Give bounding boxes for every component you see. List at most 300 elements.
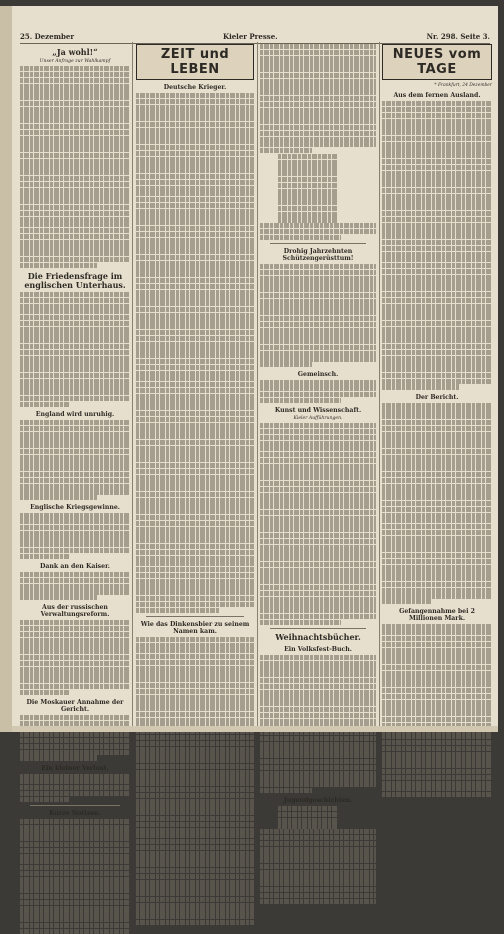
text-line	[260, 881, 376, 886]
text-line	[382, 124, 492, 129]
text-line	[20, 484, 130, 489]
text-line	[136, 637, 254, 642]
text-line	[260, 102, 376, 107]
text-line	[278, 818, 337, 823]
text-line	[20, 779, 130, 784]
text-line	[260, 113, 376, 118]
text-line	[20, 315, 130, 320]
text-line	[20, 848, 130, 853]
text-line	[278, 160, 337, 165]
text-line	[260, 345, 376, 350]
text-line	[136, 538, 254, 543]
text-line	[260, 380, 376, 385]
article-heading: Aus der russischen Verwaltungsreform.	[40, 604, 110, 619]
text-line	[136, 503, 254, 508]
text-line	[382, 350, 492, 355]
text-line	[20, 830, 130, 835]
text-line	[278, 806, 337, 811]
text-line	[260, 293, 376, 298]
text-line	[382, 642, 492, 647]
article-heading: Gefangennahme bei 2 Millionen Mark.	[399, 608, 475, 623]
text-line	[382, 599, 432, 604]
text-line	[260, 620, 341, 625]
text-line	[136, 822, 254, 827]
text-line	[136, 735, 254, 740]
text-line	[260, 847, 376, 852]
page-bottom-edge	[12, 726, 498, 732]
text-line	[260, 392, 376, 397]
text-line	[382, 653, 492, 658]
text-line	[136, 793, 254, 798]
text-line	[20, 124, 130, 129]
text-line	[278, 154, 337, 159]
text-line	[260, 579, 376, 584]
text-line	[260, 521, 376, 526]
article-heading: Aus dem fernen Ausland.	[393, 92, 481, 100]
text-line	[136, 318, 254, 323]
text-line	[136, 874, 254, 879]
text-line	[382, 304, 492, 309]
text-line	[382, 705, 492, 710]
text-line	[136, 133, 254, 138]
text-line	[382, 495, 492, 500]
text-line	[382, 171, 492, 176]
text-line	[136, 608, 219, 613]
text-line	[382, 384, 459, 389]
text-line	[382, 507, 492, 512]
text-line	[20, 466, 130, 471]
article-heading: Gemeinsch.	[297, 371, 339, 379]
text-line	[20, 854, 130, 859]
text-line	[20, 842, 130, 847]
text-line	[20, 819, 130, 824]
text-line	[20, 894, 130, 899]
text-line	[260, 386, 376, 391]
text-line	[136, 706, 254, 711]
text-line	[260, 753, 376, 758]
text-line	[260, 539, 376, 544]
text-line	[20, 785, 130, 790]
text-line	[382, 373, 492, 378]
text-line	[260, 701, 376, 706]
masthead-neues-vom-tage: NEUES vom TAGE	[382, 44, 492, 80]
text-line	[20, 643, 130, 648]
text-line	[260, 316, 376, 321]
text-line	[20, 164, 130, 169]
text-line	[260, 108, 376, 113]
text-line	[260, 469, 376, 474]
text-line	[20, 78, 130, 83]
text-line	[136, 515, 254, 520]
text-line	[20, 95, 130, 100]
text-line	[382, 217, 492, 222]
text-line	[382, 199, 492, 204]
article-heading: Dank an den Kaiser.	[40, 562, 110, 570]
text-line	[20, 89, 130, 94]
text-line	[20, 390, 130, 395]
text-line	[136, 816, 254, 821]
text-line	[260, 893, 376, 898]
text-line	[20, 774, 130, 779]
text-line	[20, 141, 130, 146]
text-line	[260, 887, 376, 892]
text-line	[136, 573, 254, 578]
text-line	[136, 162, 254, 167]
text-line	[382, 379, 492, 384]
text-line	[20, 791, 130, 796]
text-line	[382, 119, 492, 124]
text-line	[20, 917, 130, 922]
text-line	[20, 344, 130, 349]
text-line	[382, 734, 492, 739]
text-line	[136, 897, 254, 902]
text-line	[260, 362, 312, 367]
text-line	[136, 671, 254, 676]
text-line	[260, 339, 376, 344]
text-line	[260, 310, 376, 315]
text-line	[20, 327, 130, 332]
text-line	[382, 682, 492, 687]
text-line	[260, 223, 376, 228]
text-line	[20, 188, 130, 193]
text-line	[382, 688, 492, 693]
text-line	[260, 351, 376, 356]
text-line	[136, 689, 254, 694]
text-line	[382, 153, 492, 158]
text-line	[136, 920, 254, 925]
text-line	[278, 217, 337, 222]
text-line	[278, 194, 337, 199]
text-line	[20, 755, 97, 760]
text-line	[382, 315, 492, 320]
text-line	[260, 475, 376, 480]
text-line	[20, 595, 97, 600]
text-line	[260, 67, 376, 72]
text-line	[136, 405, 254, 410]
text-line	[20, 589, 130, 594]
article-heading: England wird unruhig.	[35, 410, 115, 418]
text-line	[20, 542, 130, 547]
text-line	[260, 829, 376, 834]
text-line	[136, 232, 254, 237]
text-line	[260, 73, 376, 78]
text-line	[20, 836, 130, 841]
masthead-zeit-und-leben: ZEIT und LEBEN	[136, 44, 254, 80]
text-line	[136, 544, 254, 549]
text-line	[382, 344, 492, 349]
text-line	[136, 342, 254, 347]
text-line	[382, 541, 492, 546]
article-heading: Jugendgeschichten.	[283, 797, 353, 805]
text-line	[20, 263, 97, 268]
text-line	[260, 614, 376, 619]
text-line	[260, 504, 376, 509]
text-line	[136, 301, 254, 306]
text-line	[136, 336, 254, 341]
text-line	[20, 478, 130, 483]
text-line	[20, 690, 70, 695]
text-line	[260, 287, 376, 292]
text-line	[260, 690, 376, 695]
text-line	[260, 131, 376, 136]
text-line	[382, 426, 492, 431]
text-line	[20, 877, 130, 882]
text-line	[136, 648, 254, 653]
text-line	[136, 764, 254, 769]
text-line	[278, 189, 337, 194]
text-line	[382, 648, 492, 653]
text-line	[20, 432, 130, 437]
text-line	[260, 597, 376, 602]
text-line	[260, 56, 376, 61]
text-line	[20, 182, 130, 187]
text-line	[20, 472, 130, 477]
text-line	[382, 432, 492, 437]
article-heading: Die Friedensfrage im englischen Unterhaus.	[24, 270, 126, 290]
text-line	[136, 110, 254, 115]
text-line	[382, 717, 492, 722]
text-line	[20, 222, 130, 227]
text-line	[260, 299, 376, 304]
text-line	[20, 234, 130, 239]
text-line	[260, 788, 312, 793]
text-line	[20, 667, 130, 672]
text-line	[20, 906, 130, 911]
text-line	[136, 758, 254, 763]
article-heading: Deutsche Krieger.	[163, 84, 227, 91]
text-line	[260, 782, 376, 787]
text-line	[20, 672, 130, 677]
text-line	[260, 695, 376, 700]
text-line	[20, 211, 130, 216]
text-line	[136, 371, 254, 376]
text-line	[260, 493, 376, 498]
text-line	[20, 367, 130, 372]
text-line	[20, 865, 130, 870]
text-line	[382, 130, 492, 135]
text-line	[382, 165, 492, 170]
text-line	[382, 252, 492, 257]
text-line	[382, 478, 492, 483]
text-line	[136, 93, 254, 98]
text-line	[20, 519, 130, 524]
text-line	[136, 463, 254, 468]
text-line	[382, 309, 492, 314]
text-line	[260, 852, 376, 857]
text-line	[382, 107, 492, 112]
text-line	[136, 457, 254, 462]
dateline: * Frankfurt, 24 Dezember	[434, 83, 492, 88]
text-line	[136, 411, 254, 416]
text-line	[136, 683, 254, 688]
text-line	[382, 518, 492, 523]
text-line	[20, 107, 130, 112]
text-line	[136, 214, 254, 219]
text-line	[260, 429, 376, 434]
text-line	[260, 776, 376, 781]
text-line	[382, 565, 492, 570]
column-rule	[132, 42, 133, 732]
text-line	[20, 176, 130, 181]
text-line	[260, 527, 376, 532]
text-line	[136, 238, 254, 243]
text-line	[136, 845, 254, 850]
text-line	[136, 643, 254, 648]
text-line	[20, 554, 70, 559]
text-line	[136, 903, 254, 908]
text-line	[382, 665, 492, 670]
text-line	[136, 388, 254, 393]
text-line	[260, 398, 341, 403]
text-line	[260, 736, 376, 741]
text-line	[382, 443, 492, 448]
text-line	[382, 455, 492, 460]
text-line	[136, 278, 254, 283]
header-title: Kieler Presse.	[222, 32, 278, 41]
text-line	[136, 781, 254, 786]
text-line	[136, 255, 254, 260]
text-line	[20, 655, 130, 660]
text-line	[136, 828, 254, 833]
text-line	[260, 79, 376, 84]
text-line	[136, 486, 254, 491]
text-line	[136, 579, 254, 584]
text-line	[136, 596, 254, 601]
text-line	[136, 480, 254, 485]
text-line	[382, 630, 492, 635]
text-line	[136, 249, 254, 254]
text-line	[136, 718, 254, 723]
text-line	[260, 125, 376, 130]
text-line	[382, 356, 492, 361]
text-line	[382, 786, 492, 791]
text-line	[136, 423, 254, 428]
text-line	[136, 862, 254, 867]
text-line	[382, 530, 492, 535]
text-line	[136, 434, 254, 439]
text-line	[20, 217, 130, 222]
text-line	[136, 226, 254, 231]
text-line	[136, 914, 254, 919]
text-line	[382, 136, 492, 141]
text-line	[382, 449, 492, 454]
text-line	[136, 122, 254, 127]
text-line	[382, 740, 492, 745]
text-line	[260, 458, 376, 463]
text-line	[382, 286, 492, 291]
text-line	[20, 309, 130, 314]
text-line	[136, 856, 254, 861]
text-line	[136, 157, 254, 162]
text-line	[260, 235, 341, 240]
text-line	[20, 929, 130, 934]
text-line	[136, 186, 254, 191]
text-line	[136, 521, 254, 526]
text-line	[136, 492, 254, 497]
text-line	[260, 304, 376, 309]
text-line	[382, 234, 492, 239]
text-line	[136, 180, 254, 185]
text-line	[382, 781, 492, 786]
text-line	[136, 261, 254, 266]
text-line	[136, 799, 254, 804]
text-line	[136, 590, 254, 595]
column-rule	[257, 42, 258, 732]
text-line	[136, 770, 254, 775]
text-line	[382, 636, 492, 641]
text-line	[382, 694, 492, 699]
poem-block	[278, 154, 376, 223]
text-line	[136, 99, 254, 104]
article-heading: Der Bericht.	[415, 393, 459, 401]
column-rule	[379, 42, 380, 732]
text-line	[20, 661, 130, 666]
binding-edge	[0, 6, 12, 732]
text-line	[382, 576, 492, 581]
text-line	[136, 417, 254, 422]
text-line	[260, 533, 376, 538]
text-line	[382, 593, 492, 598]
text-line	[20, 240, 130, 245]
text-line	[382, 659, 492, 664]
text-line	[136, 382, 254, 387]
text-line	[20, 298, 130, 303]
text-line	[260, 864, 376, 869]
text-line	[20, 153, 130, 158]
text-line	[20, 251, 130, 256]
text-line	[260, 684, 376, 689]
text-line	[136, 347, 254, 352]
text-line	[382, 484, 492, 489]
text-line	[382, 547, 492, 552]
article-subheading: Kieler Aufführungen.	[293, 415, 343, 421]
text-line	[382, 246, 492, 251]
text-line	[20, 321, 130, 326]
text-line	[260, 229, 376, 234]
text-line	[136, 209, 254, 214]
text-line	[136, 359, 254, 364]
text-line	[260, 142, 376, 147]
text-line	[260, 441, 376, 446]
text-line	[382, 437, 492, 442]
text-line	[136, 602, 254, 607]
text-line	[20, 548, 130, 553]
text-line	[136, 307, 254, 312]
text-line	[20, 437, 130, 442]
text-line	[382, 588, 492, 593]
text-line	[260, 655, 376, 660]
text-line	[136, 567, 254, 572]
text-line	[136, 532, 254, 537]
article-heading: Weihnachtsbücher.	[275, 631, 361, 642]
text-line	[136, 868, 254, 873]
text-line	[260, 435, 376, 440]
text-line	[20, 797, 70, 802]
text-line	[260, 568, 376, 573]
text-line	[20, 112, 130, 117]
text-line	[136, 775, 254, 780]
text-line	[382, 414, 492, 419]
text-line	[20, 245, 130, 250]
text-line	[136, 584, 254, 589]
text-line	[136, 660, 254, 665]
text-line	[260, 707, 376, 712]
text-line	[278, 177, 337, 182]
text-line	[20, 373, 130, 378]
text-line	[136, 203, 254, 208]
text-line	[260, 841, 376, 846]
text-line	[260, 264, 376, 269]
